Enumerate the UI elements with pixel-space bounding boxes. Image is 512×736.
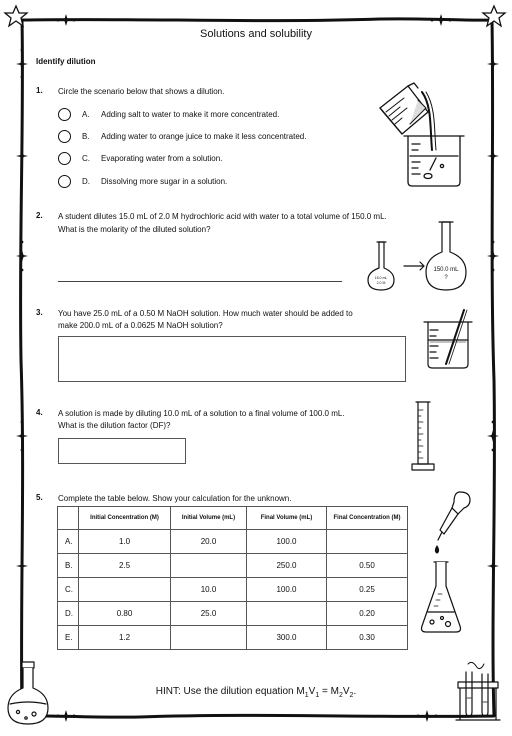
- table-blank-cell[interactable]: [327, 530, 408, 554]
- hint-prefix: HINT: Use the dilution equation M: [155, 686, 305, 697]
- option-c-letter: C.: [82, 154, 90, 163]
- small-flask-concentration: 2.0 M: [376, 281, 386, 285]
- option-a-letter: A.: [82, 110, 90, 119]
- table-cell: 100.0: [247, 530, 327, 554]
- section-heading: Identify dilution: [36, 57, 96, 66]
- table-cell: 0.80: [79, 602, 171, 626]
- table-row: [58, 602, 408, 626]
- table-row: [58, 530, 408, 554]
- hint-subscript: 1: [304, 692, 309, 699]
- table-row: [58, 554, 408, 578]
- question-1-number: 1.: [36, 86, 43, 95]
- beakers-pouring-icon: [372, 78, 472, 190]
- question-4-answer-box[interactable]: [58, 438, 186, 464]
- question-1-text: Circle the scenario below that shows a dilution.: [58, 87, 225, 96]
- question-3-answer-box[interactable]: [58, 336, 406, 382]
- option-a-text[interactable]: Adding salt to water to make it more concentrated.: [101, 110, 280, 119]
- option-c-circle[interactable]: [58, 152, 71, 165]
- page-title: Solutions and solubility: [200, 28, 312, 40]
- row-label: A.: [58, 530, 79, 554]
- table-row: [58, 626, 408, 650]
- star-icon: [5, 6, 27, 26]
- option-d-letter: D.: [82, 177, 90, 186]
- hint-v: V: [308, 686, 316, 697]
- table-blank-cell[interactable]: [79, 578, 171, 602]
- question-5-number: 5.: [36, 493, 43, 502]
- table-row: [58, 578, 408, 602]
- table-header-cell: Final Concentration (M): [327, 507, 408, 530]
- table-cell: 250.0: [247, 554, 327, 578]
- question-2-answer-line[interactable]: [58, 280, 342, 282]
- table-header-cell: Initial Concentration (M): [79, 507, 171, 530]
- star-icon: [483, 6, 505, 26]
- question-3-line-2: make 200.0 mL of a 0.0625 M NaOH solution?: [58, 321, 223, 330]
- table-cell: 300.0: [247, 626, 327, 650]
- table-cell: 100.0: [247, 578, 327, 602]
- row-label: B.: [58, 554, 79, 578]
- table-cell: 1.2: [79, 626, 171, 650]
- question-2-line-1: A student dilutes 15.0 mL of 2.0 M hydrochloric acid with water to a total volume of 150.0 mL.: [58, 212, 387, 221]
- question-2-line-2: What is the molarity of the diluted solution?: [58, 225, 211, 234]
- hint-subscript: 2: [349, 692, 354, 699]
- question-5-text: Complete the table below. Show your calculation for the unknown.: [58, 494, 292, 503]
- row-label: D.: [58, 602, 79, 626]
- table-cell: 1.0: [79, 530, 171, 554]
- question-3-line-1: You have 25.0 mL of a 0.50 M NaOH solution. How much water should be added to: [58, 309, 353, 318]
- table-cell: 20.0: [171, 530, 247, 554]
- large-flask-unknown: ?: [444, 275, 448, 281]
- table-header-cell: Initial Volume (mL): [171, 507, 247, 530]
- table-cell: 0.25: [327, 578, 408, 602]
- question-4-line-1: A solution is made by diluting 10.0 mL of a solution to a final volume of 100.0 mL.: [58, 409, 345, 418]
- row-label: C.: [58, 578, 79, 602]
- table-header-cell: Final Volume (mL): [247, 507, 327, 530]
- table-cell: 0.20: [327, 602, 408, 626]
- small-flask-volume: 15.0 mL: [374, 276, 388, 280]
- table-blank-cell[interactable]: [171, 554, 247, 578]
- option-b-circle[interactable]: [58, 130, 71, 143]
- table-cell: 0.50: [327, 554, 408, 578]
- small-flask-label: [370, 276, 392, 286]
- table-blank-cell[interactable]: [171, 626, 247, 650]
- question-3-number: 3.: [36, 308, 43, 317]
- question-4-number: 4.: [36, 408, 43, 417]
- option-d-circle[interactable]: [58, 175, 71, 188]
- table-cell: 10.0: [171, 578, 247, 602]
- option-b-letter: B.: [82, 132, 90, 141]
- row-label: E.: [58, 626, 79, 650]
- graduated-cylinder-icon: [408, 400, 438, 474]
- table-header-cell: [58, 507, 79, 530]
- beaker-stirring-rod-icon: [418, 306, 474, 370]
- option-b-text[interactable]: Adding water to orange juice to make it less concentrated.: [101, 132, 307, 141]
- large-flask-label: [428, 266, 464, 282]
- question-4-line-2: What is the dilution factor (DF)?: [58, 421, 171, 430]
- dilution-table: [57, 506, 408, 650]
- question-2-number: 2.: [36, 211, 43, 220]
- hint-subscript: 2: [338, 692, 343, 699]
- option-c-text[interactable]: Evaporating water from a solution.: [101, 154, 223, 163]
- table-cell: 0.30: [327, 626, 408, 650]
- option-a-circle[interactable]: [58, 108, 71, 121]
- hint-end: .: [353, 686, 357, 697]
- hint-eq: = M: [319, 686, 339, 697]
- hint-text: [0, 686, 512, 699]
- dropper-and-flask-icon: [418, 490, 480, 638]
- hint-v: V: [342, 686, 350, 697]
- table-cell: 25.0: [171, 602, 247, 626]
- table-header-row: [58, 507, 408, 530]
- table-cell: 2.5: [79, 554, 171, 578]
- hint-subscript: 1: [315, 692, 320, 699]
- option-d-text[interactable]: Dissolving more sugar in a solution.: [101, 177, 228, 186]
- large-flask-volume: 150.0 mL: [433, 267, 459, 273]
- table-blank-cell[interactable]: [247, 602, 327, 626]
